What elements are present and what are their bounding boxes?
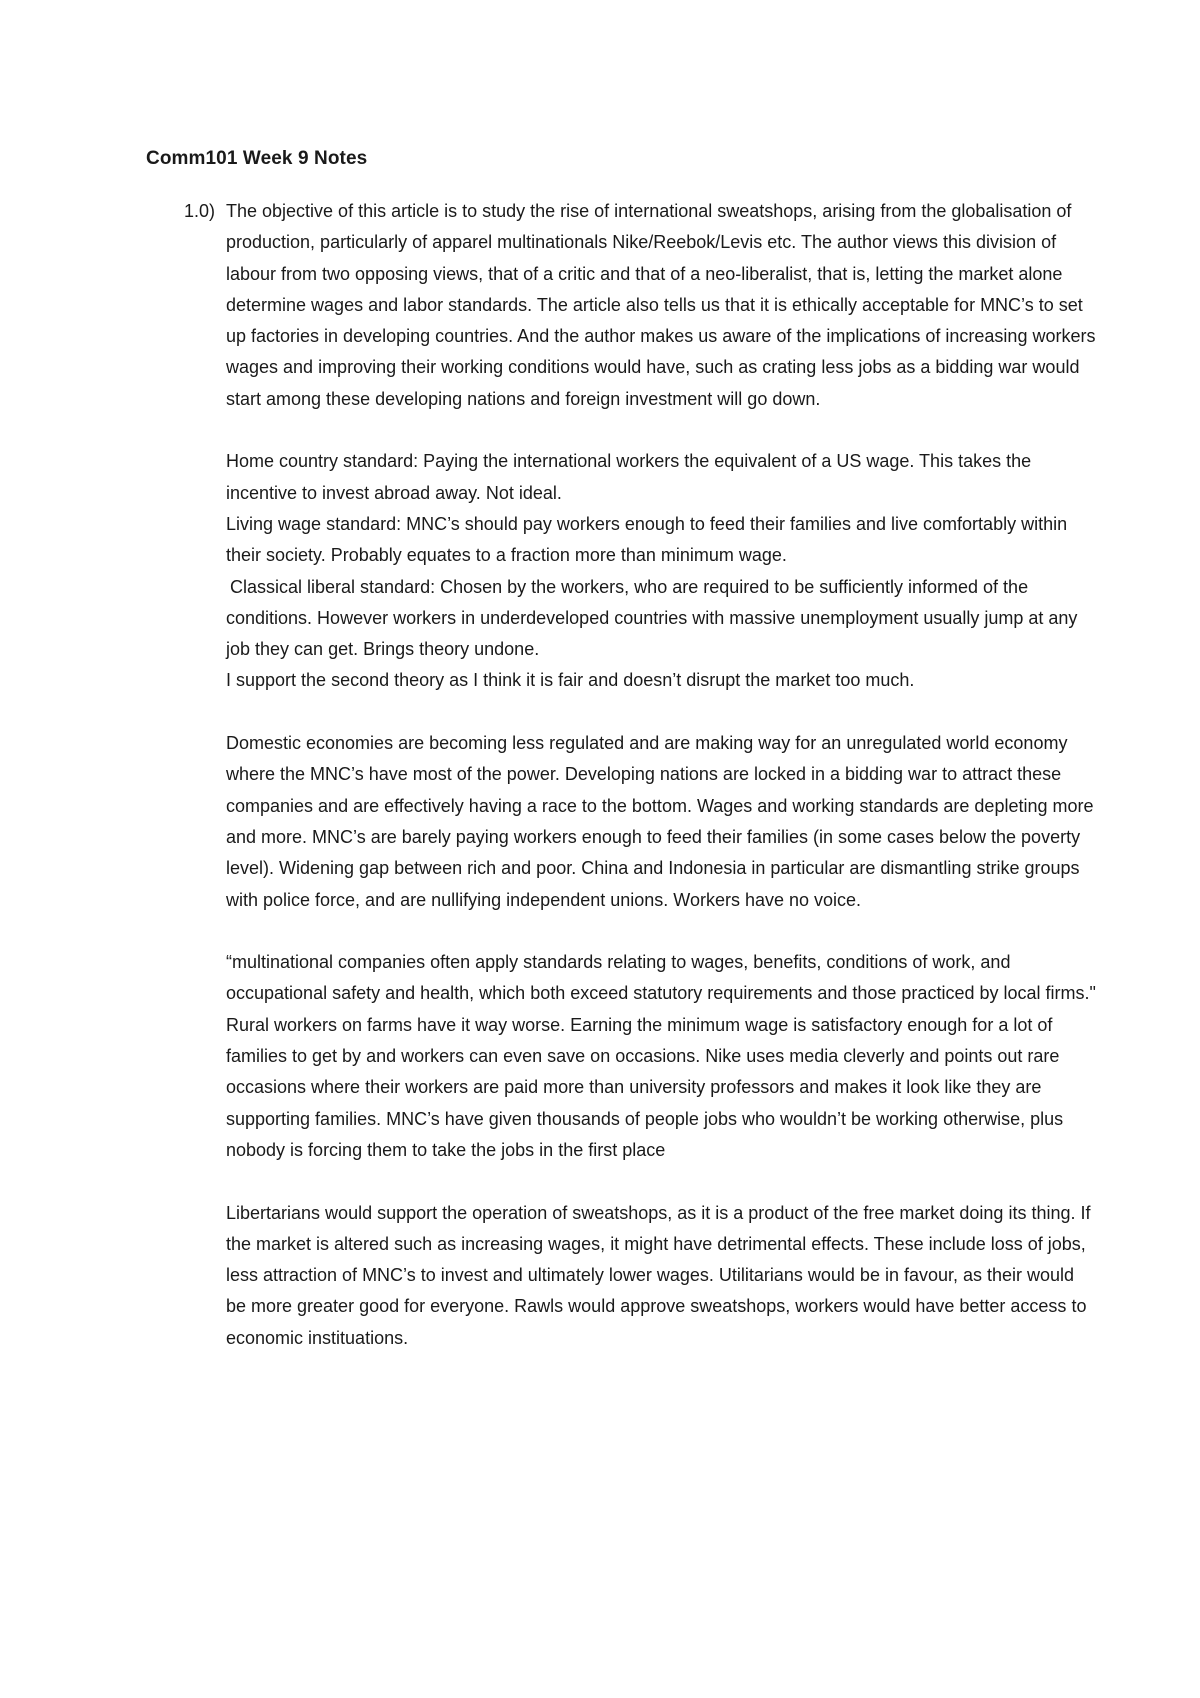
paragraph-domestic-economies: Domestic economies are becoming less regulated and are making way for an unregulated world economy where the MNC’s have most of the power. Developing nations are locked in a bidding war to attract these companies and are effectively having a race to the bottom. Wages and working standards are depleting more and more. MNC’s are barely paying workers enough to feed their families (in some cases below the poverty level). Widening gap between rich and poor. China and Indonesia in particular are dismantling strike groups with police force, and are nullifying independent unions. Workers have no voice.	[226, 733, 1094, 910]
paragraph-living-wage-standard: Living wage standard: MNC’s should pay workers enough to feed their families and live comfortably within their society. Probably equates to a fraction more than minimum wage.	[226, 513, 1068, 566]
paragraph-objective: The objective of this article is to study the rise of international sweatshops, arising from the globalisation of production, particularly of apparel multinationals Nike/Reebok/Levis etc. The author views this division of labour from two opposing views, that of a critic and that of a neo-liberalist, that is, letting the market alone determine wages and labor standards. The article also tells us that it is ethically acceptable for MNC’s to set up factories in developing countries. And the author makes us aware of the implications of increasing workers wages and improving their working conditions would have, such as crating less jobs as a bidding war would start among these developing nations and foreign investment will go down.	[226, 201, 1096, 409]
document-title: Comm101 Week 9 Notes	[146, 148, 368, 169]
paragraph-spacer	[226, 916, 1096, 947]
list-item-number: 1.0)	[184, 201, 216, 221]
paragraph-ethical-views: Libertarians would support the operation of sweatshops, as it is a product of the free market doing its thing. If the market is altered such as increasing wages, it might have detrimental effects. These include loss of jobs, less attraction of MNC’s to invest and ultimately lower wages. Utilitarians would be in favour, as their would be more greater good for everyone. Rawls would approve sweatshops, workers would have better access to economic instituations.	[226, 1202, 1091, 1348]
paragraph-quote-mnc-standards: “multinational companies often apply standards relating to wages, benefits, conditions of work, and occupational safety and health, which both exceed statutory requirements and those practiced by local firms." Rural workers on farms have it way worse. Earning the minimum wage is satisfactory enough for a lot of families to get by and workers can even save on occasions. Nike uses media cleverly and points out rare occasions where their workers are paid more than university professors and makes it look like they are supporting families. MNC’s have given thousands of people jobs who wouldn’t be working otherwise, plus nobody is forcing them to take the jobs in the first place	[226, 952, 1096, 1160]
document-body	[184, 196, 1096, 1354]
paragraph-spacer	[226, 1166, 1096, 1197]
paragraph-spacer	[226, 415, 1096, 446]
paragraph-home-country-standard: Home country standard: Paying the international workers the equivalent of a US wage. This takes the incentive to invest abroad away. Not ideal.	[226, 451, 1032, 503]
paragraph-classical-liberal-standard: Classical liberal standard: Chosen by the workers, who are required to be sufficiently informed of the conditions. However workers in underdeveloped countries with massive unemployment usually jump at any job they can get. Brings theory undone.	[226, 576, 1078, 660]
paragraph-spacer	[226, 697, 1096, 728]
paragraph-support-statement: I support the second theory as I think it is fair and doesn’t disrupt the market too much.	[226, 670, 915, 691]
